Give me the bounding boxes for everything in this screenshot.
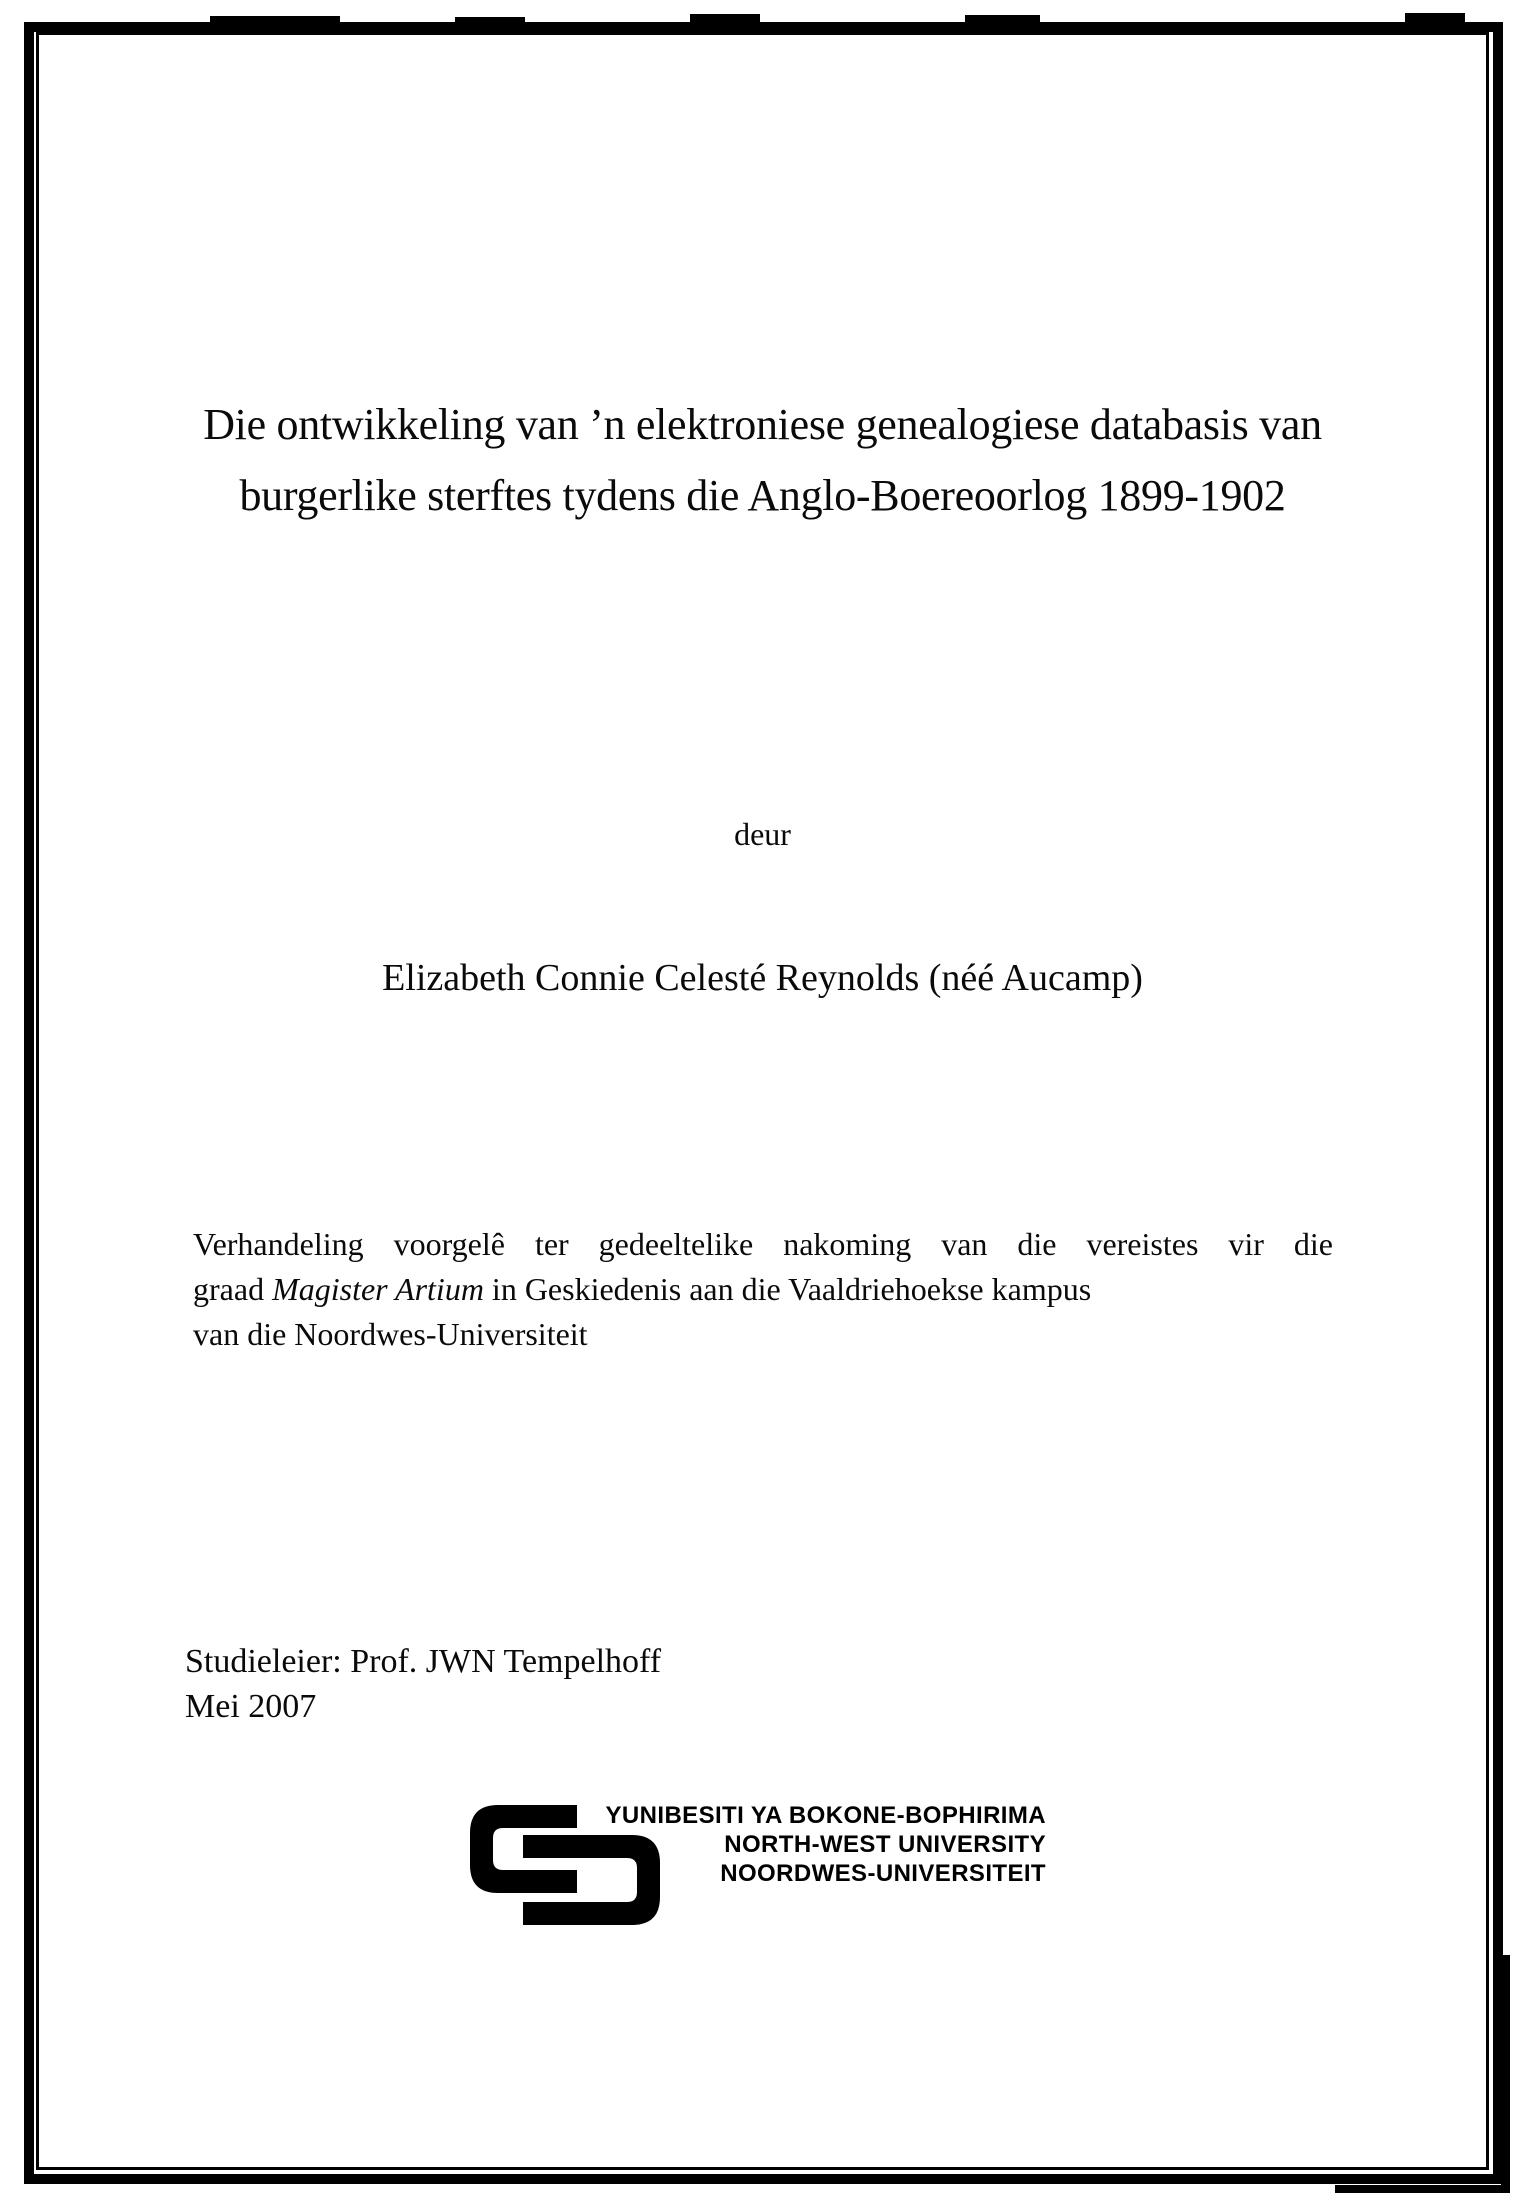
scan-artifact [690, 14, 760, 22]
scan-artifact [965, 15, 1040, 22]
thesis-statement-line-3: van die Noordwes-Universiteit [193, 1316, 588, 1352]
supervisor-line: Studieleier: Prof. JWN Tempelhoff [185, 1643, 662, 1680]
thesis-title-line-1: Die ontwikkeling van ’n elektroniese genealogiese databasis van [203, 400, 1322, 449]
nwu-logo-wordmark [560, 1801, 1046, 1888]
statement-line2-prefix: graad [193, 1271, 273, 1307]
author-name: Elizabeth Connie Celesté Reynolds (néé Aucamp) [382, 957, 1143, 999]
logo-line-afrikaans: NOORDWES-UNIVERSITEIT [720, 1860, 1046, 1887]
thesis-statement-line-2 [193, 1267, 1333, 1312]
statement-line2-suffix: in Geskiedenis aan die Vaaldriehoekse kampus [483, 1271, 1092, 1307]
scan-artifact [1405, 13, 1465, 22]
byline-label: deur [734, 816, 791, 852]
thesis-statement-line-1: Verhandeling voorgelê ter gedeeltelike nakoming van die vereistes vir die [193, 1226, 1333, 1262]
scan-artifact [1335, 2185, 1510, 2193]
logo-line-setswana: YUNIBESITI YA BOKONE-BOPHIRIMA [605, 1802, 1046, 1829]
thesis-statement [193, 1222, 1333, 1357]
date-line: Mei 2007 [185, 1688, 317, 1725]
degree-name: Magister Artium [272, 1271, 484, 1307]
logo-line-english: NORTH-WEST UNIVERSITY [724, 1831, 1046, 1858]
thesis-title-line-2: burgerlike sterftes tydens die Anglo-Boereoorlog 1899-1902 [239, 471, 1286, 520]
